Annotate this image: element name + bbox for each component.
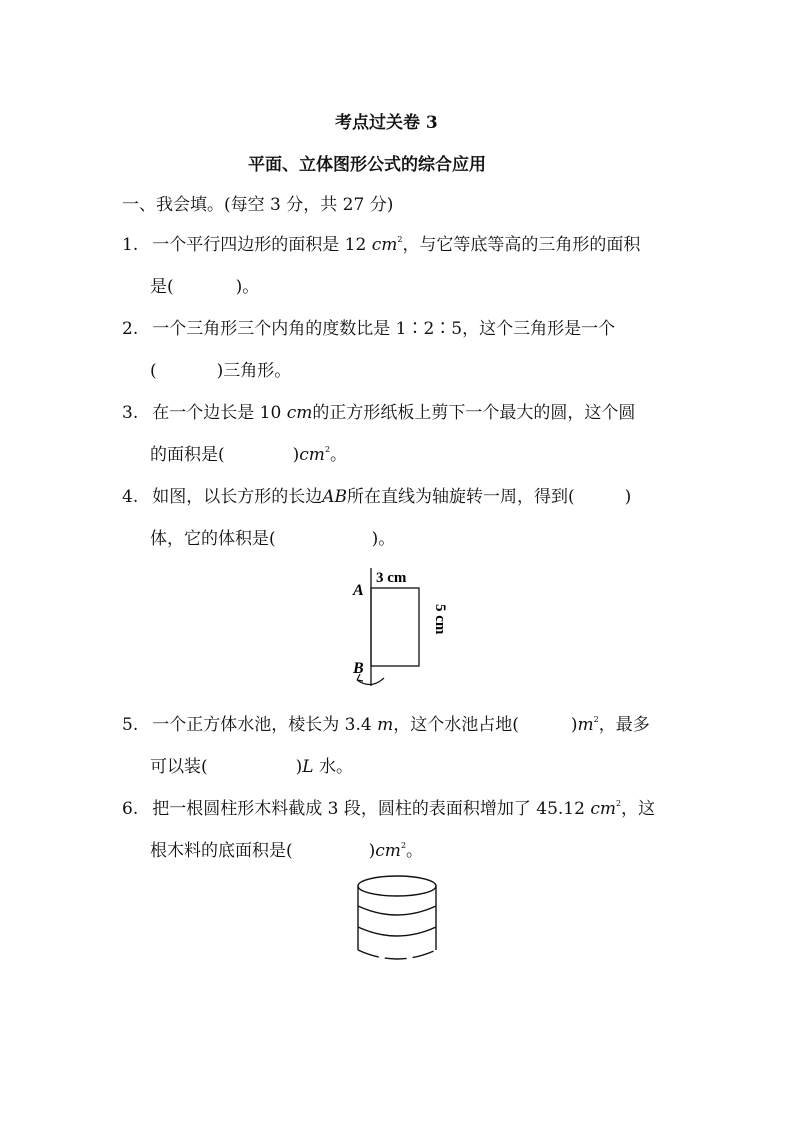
question-number: 4.: [122, 487, 139, 507]
question-5-line-2: 可以装( )L 水。: [150, 757, 353, 777]
unit-m: m: [377, 715, 394, 735]
cut-line-2: [358, 927, 436, 936]
question-number: 5.: [122, 715, 139, 735]
question-1-line-1: 1. 一个平行四边形的面积是 12 $cm^2$，与它等底等高的三角形的面积: [122, 235, 641, 255]
cut-line-1: [358, 906, 436, 915]
label-a: A: [353, 582, 364, 599]
cylinder-figure: [352, 870, 442, 970]
question-number: 3.: [122, 403, 139, 423]
rectangle-rotation-figure: [340, 560, 450, 695]
unit-cm: cm: [371, 235, 398, 255]
question-6-line-2: 根木料的底面积是( )$cm^2$。: [150, 841, 424, 861]
question-4-line-1: 4. 如图，以长方形的长边AB所在直线为轴旋转一周，得到( ): [122, 487, 632, 507]
question-3-line-1: 3. 在一个边长是 10 cm的正方形纸板上剪下一个最大的圆，这个圆: [122, 403, 636, 423]
width-label: 3 cm: [376, 570, 407, 586]
question-6-line-1: 6. 把一根圆柱形木料截成 3 段，圆柱的表面积增加了 45.12 $cm^2$，这: [122, 799, 656, 819]
question-number: 1.: [122, 235, 139, 255]
unit-cm: cm: [286, 403, 313, 423]
question-4-line-2: 体，它的体积是( )。: [150, 529, 396, 549]
page-subtitle: 平面、立体图形公式的综合应用: [248, 155, 486, 175]
cylinder-bottom: [358, 950, 436, 959]
question-1-line-2: 是( )。: [150, 277, 260, 297]
segment-ab: AB: [322, 487, 348, 507]
page-title: 考点过关卷 3: [335, 113, 438, 133]
rectangle: [371, 588, 419, 666]
unit-cm2: cm: [590, 799, 616, 819]
unit-cm2: cm: [375, 841, 401, 861]
section-heading: 一、我会填。(每空 3 分，共 27 分): [122, 195, 394, 215]
unit-cm: cm: [299, 445, 325, 465]
question-5-line-1: 5. 一个正方体水池，棱长为 3.4 m，这个水池占地( )$m^2$，最多: [122, 715, 650, 735]
question-2-line-1: 2. 一个三角形三个内角的度数比是 1∶2∶5，这个三角形是一个: [122, 319, 616, 339]
unit-l: L: [302, 757, 314, 777]
question-number: 2.: [122, 319, 139, 339]
question-3-line-2: 的面积是( )$cm^2$。: [150, 445, 348, 465]
height-label: 5 cm: [432, 604, 448, 635]
question-number: 6.: [122, 799, 139, 819]
question-2-line-2: ( )三角形。: [150, 361, 292, 381]
unit-m2: m: [577, 715, 594, 735]
label-b: B: [353, 660, 364, 677]
cylinder-top: [358, 876, 436, 896]
